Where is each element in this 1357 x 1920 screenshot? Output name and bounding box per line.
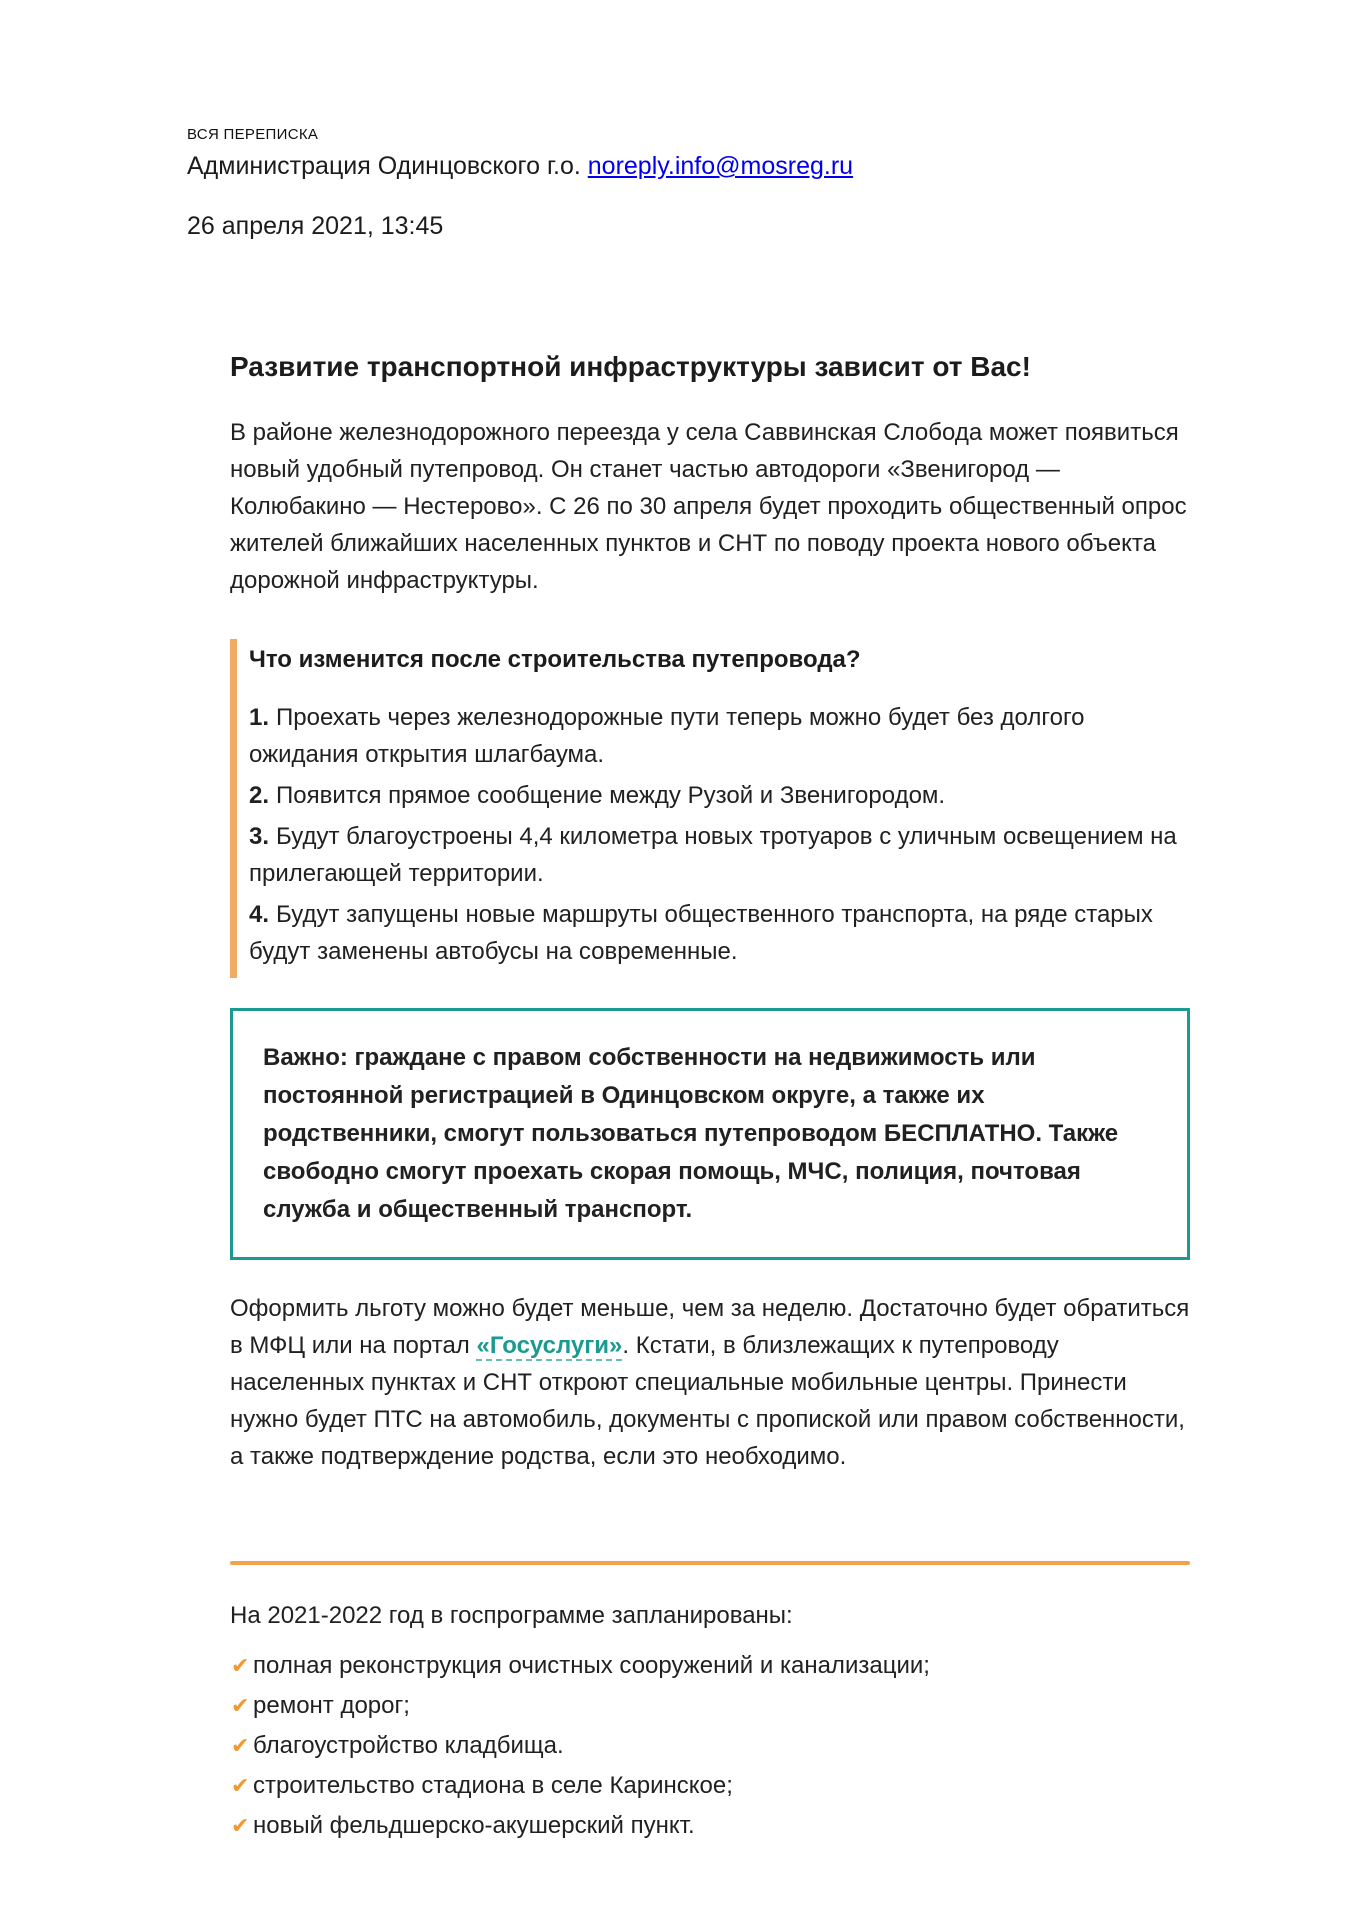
item-text: Будут благоустроены 4,4 километра новых тротуаров с уличным освещением на прилегающей территории. — [249, 823, 1177, 887]
list-item — [249, 818, 1190, 892]
thread-label: ВСЯ ПЕРЕПИСКА — [187, 126, 319, 143]
changes-heading: Что изменится после строительства путепровода? — [249, 646, 861, 673]
intro-paragraph: В районе железнодорожного переезда у села Саввинская Слобода может появиться новый удобный путепровод. Он станет частью автодороги «Звенигород — Колюбакино — Нестерово». С 26 по 30 апреля будет проходить общественный опрос жителей ближайших населенных пунктов и СНТ по поводу проекта нового объекта дорожной инфраструктуры. — [230, 419, 1187, 594]
gosuslugi-link[interactable]: «Госуслуги» — [476, 1332, 623, 1359]
program-heading: На 2021-2022 год в госпрограмме запланированы: — [230, 1602, 793, 1629]
check-icon: ✔ — [231, 1693, 250, 1718]
item-number: 2. — [249, 782, 270, 809]
mail-header — [187, 126, 853, 241]
list-item — [249, 777, 1190, 814]
item-text: новый фельдшерско-акушерский пункт. — [253, 1812, 695, 1839]
list-item — [249, 699, 1190, 773]
item-number: 3. — [249, 823, 270, 850]
check-icon: ✔ — [231, 1653, 250, 1678]
item-text: благоустройство кладбища. — [253, 1732, 564, 1759]
email-title: Развитие транспортной инфраструктуры зависит от Вас! — [230, 351, 1031, 382]
list-item — [230, 1767, 1190, 1804]
item-text: Будут запущены новые маршруты общественного транспорта, на ряде старых будут заменены автобусы на современные. — [249, 901, 1153, 965]
message-date: 26 апреля 2021, 13:45 — [187, 212, 444, 240]
sender-name: Администрация Одинцовского г.о. — [187, 152, 581, 180]
list-item — [230, 1647, 1190, 1684]
list-item — [249, 896, 1190, 970]
item-number: 1. — [249, 704, 270, 731]
check-icon: ✔ — [231, 1773, 250, 1798]
check-icon: ✔ — [231, 1733, 250, 1758]
sender-email-link[interactable]: noreply.info@mosreg.ru — [587, 152, 854, 180]
item-text: Проехать через железнодорожные пути теперь можно будет без долгого ожидания открытия шлагбаума. — [249, 704, 1085, 768]
email-body — [230, 350, 1190, 1847]
changes-section — [230, 639, 1190, 978]
item-text: Появится прямое сообщение между Рузой и Звенигородом. — [276, 782, 946, 809]
item-number: 4. — [249, 901, 270, 928]
sender-line — [187, 151, 853, 181]
benefit-paragraph — [230, 1290, 1190, 1475]
list-item — [230, 1727, 1190, 1764]
list-item — [230, 1687, 1190, 1724]
benefit-text-before: Оформить льготу можно будет меньше, чем за неделю. Достаточно будет обратиться в МФЦ или на портал — [230, 1295, 1190, 1359]
important-notice-box: Важно: граждане с правом собственности на недвижимость или постоянной регистрацией в Одинцовском округе, а также их родственники, смогут пользоваться путепроводом БЕСПЛАТНО. Также свободно смогут проехать скорая помощь, МЧС, полиция, почтовая служба и общественный транспорт. — [230, 1008, 1190, 1260]
benefit-text-after: . Кстати, в близлежащих к путепроводу населенных пунктах и СНТ откроют специальные мобильные центры. Принести нужно будет ПТС на автомобиль, документы с пропиской или правом собственности, а также подтверждение родства, если это необходимо. — [230, 1332, 1185, 1470]
section-divider — [230, 1561, 1190, 1565]
item-text: ремонт дорог; — [253, 1692, 410, 1719]
item-text: строительство стадиона в селе Каринское; — [253, 1772, 733, 1799]
check-icon: ✔ — [231, 1813, 250, 1838]
list-item — [230, 1807, 1190, 1844]
item-text: полная реконструкция очистных сооружений и канализации; — [253, 1652, 930, 1679]
program-checklist — [230, 1647, 1190, 1844]
